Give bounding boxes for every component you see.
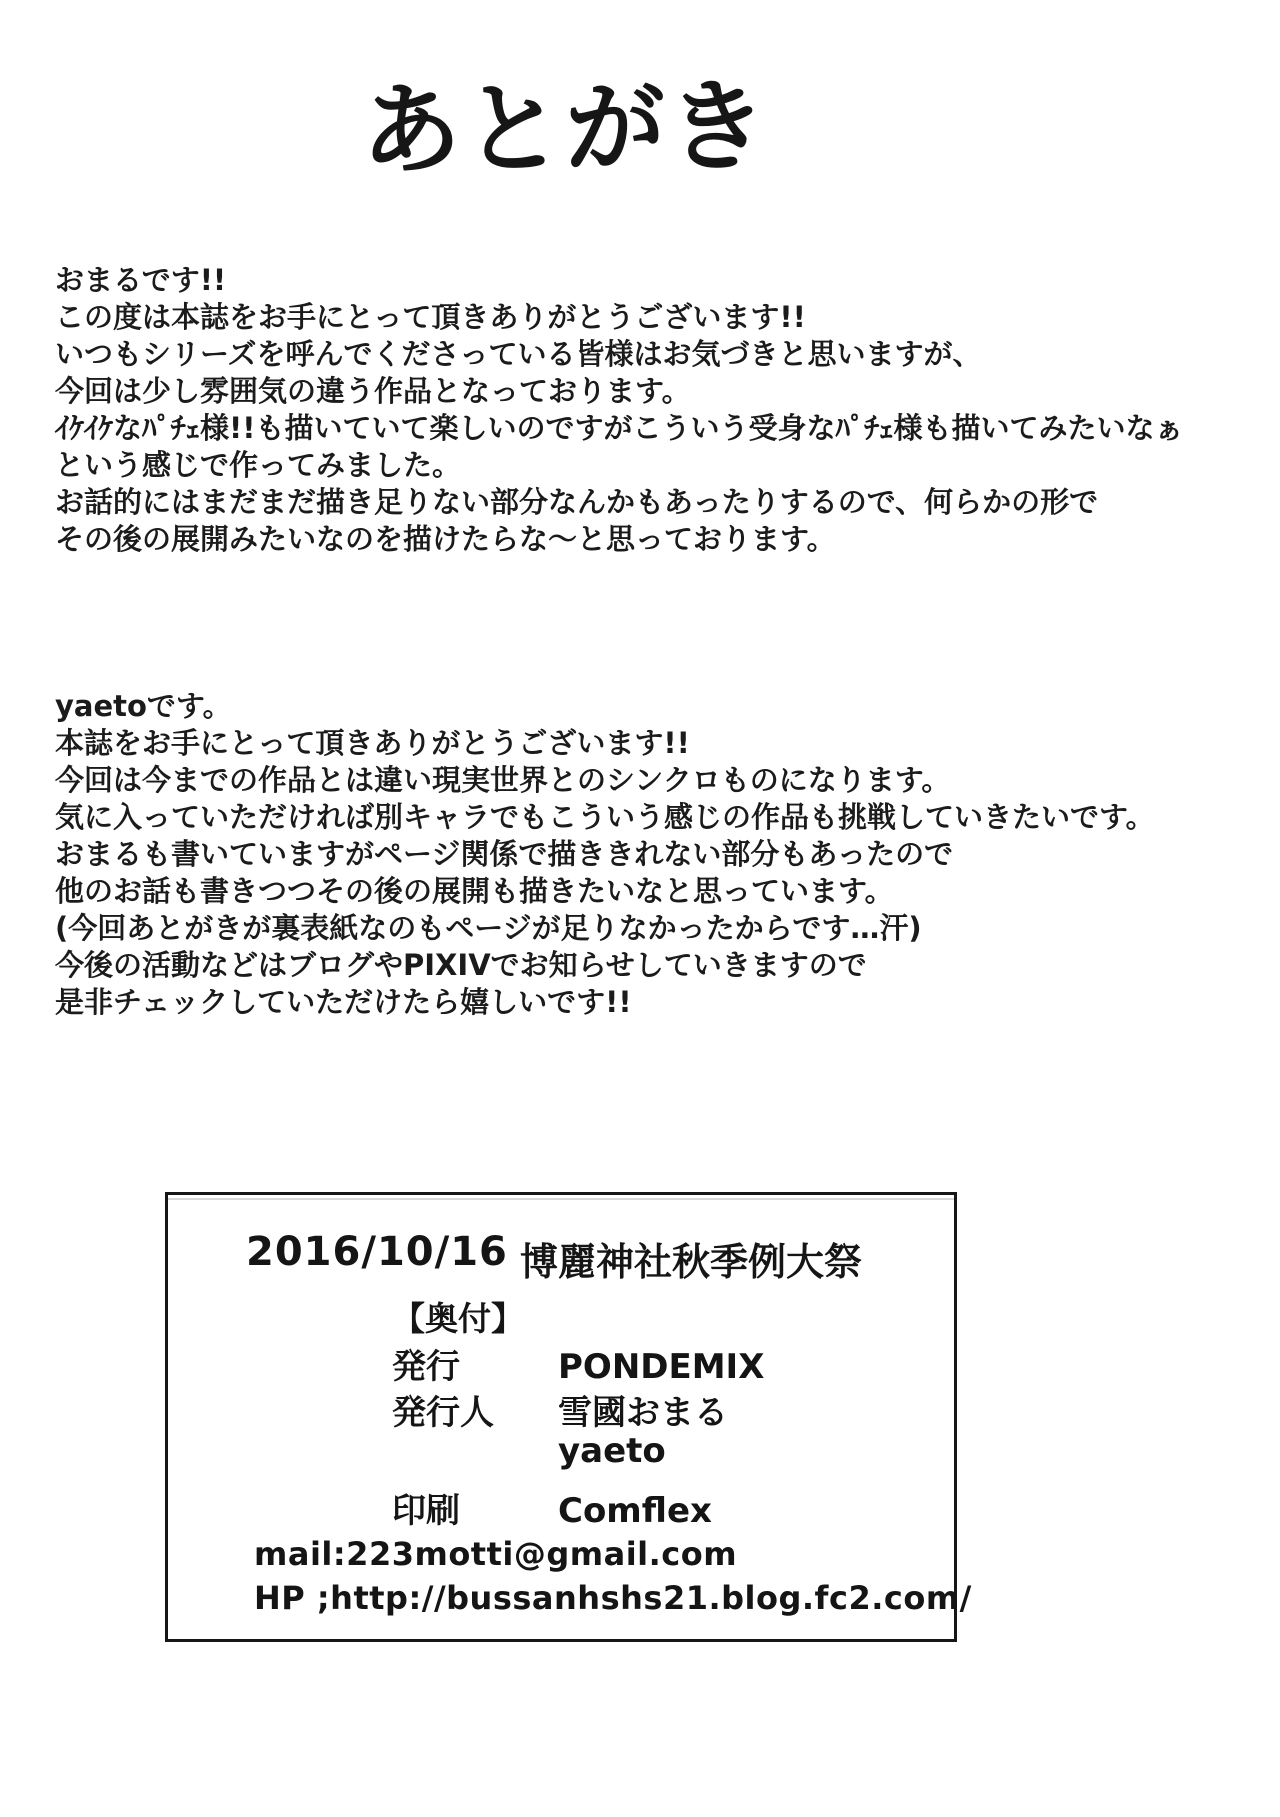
colophon-box: [165, 1192, 972, 1642]
page-title: あとがき: [360, 67, 770, 190]
colophon-row-value: yaeto: [558, 1431, 666, 1471]
text-line: 気に入っていただければ別キャラでもこういう感じの作品も挑戦していきたいです。: [55, 800, 1155, 834]
text-line: おまるも書いていますがページ関係で描ききれない部分もあったので: [55, 837, 954, 871]
colophon-row-value: PONDEMIX: [558, 1347, 765, 1387]
colophon-row-label: 発行: [392, 1347, 460, 1387]
colophon-row-value: 雪國おまる: [558, 1393, 728, 1433]
colophon-section-title: 【奥付】: [392, 1299, 524, 1338]
text-line: ｲｹｲｹなﾊﾟﾁｪ様!!も描いていて楽しいのですがこういう受身なﾊﾟﾁｪ様も描いてみたいなぁ: [55, 411, 1184, 445]
text-line: という感じで作ってみました。: [55, 448, 462, 482]
text-line: (今回あとがきが裏表紙なのもページが足りなかったからです…汗): [55, 911, 922, 945]
colophon-row-publisher: [392, 1339, 764, 1388]
text-line: その後の展開みたいなのを描けたらな〜と思っております。: [55, 522, 836, 556]
afterword-yaeto-paragraph: [55, 688, 1155, 1021]
colophon-row-value: Comflex: [558, 1491, 712, 1531]
colophon-mail-address: mail:223motti@gmail.com: [254, 1535, 738, 1573]
text-line: 他のお話も書きつつその後の展開も描きたいなと思っています。: [55, 874, 894, 908]
colophon-date: 2016/10/16: [246, 1229, 508, 1275]
afterword-omaru-paragraph: [55, 262, 1183, 558]
colophon-row-printer: [392, 1483, 712, 1532]
colophon-row-label: 印刷: [392, 1491, 460, 1531]
colophon-homepage-url: HP ;http://bussanhshs21.blog.fc2.com/: [254, 1579, 972, 1617]
colophon-row-author-2: [392, 1431, 666, 1471]
text-line: yaetoです。: [55, 689, 232, 723]
text-line: この度は本誌をお手にとって頂きありがとうございます!!: [55, 300, 806, 334]
text-line: おまるです!!: [55, 263, 227, 297]
text-line: お話的にはまだまだ描き足りない部分なんかもあったりするので、何らかの形で: [55, 485, 1099, 519]
text-line: 今後の活動などはブログやPIXIVでお知らせしていきますので: [55, 948, 867, 982]
text-line: 今回は今までの作品とは違い現実世界とのシンクロものになります。: [55, 763, 951, 797]
colophon-event-name: 博麗神社秋季例大祭: [520, 1240, 863, 1284]
colophon-row-author: [392, 1385, 728, 1434]
text-line: いつもシリーズを呼んでくださっている皆様はお気づきと思いますが、: [55, 337, 982, 371]
text-line: 今回は少し雰囲気の違う作品となっております。: [55, 374, 691, 408]
text-line: 是非チェックしていただけたら嬉しいです!!: [55, 985, 632, 1019]
text-line: 本誌をお手にとって頂きありがとうございます!!: [55, 726, 690, 760]
colophon-row-label: 発行人: [392, 1393, 494, 1433]
